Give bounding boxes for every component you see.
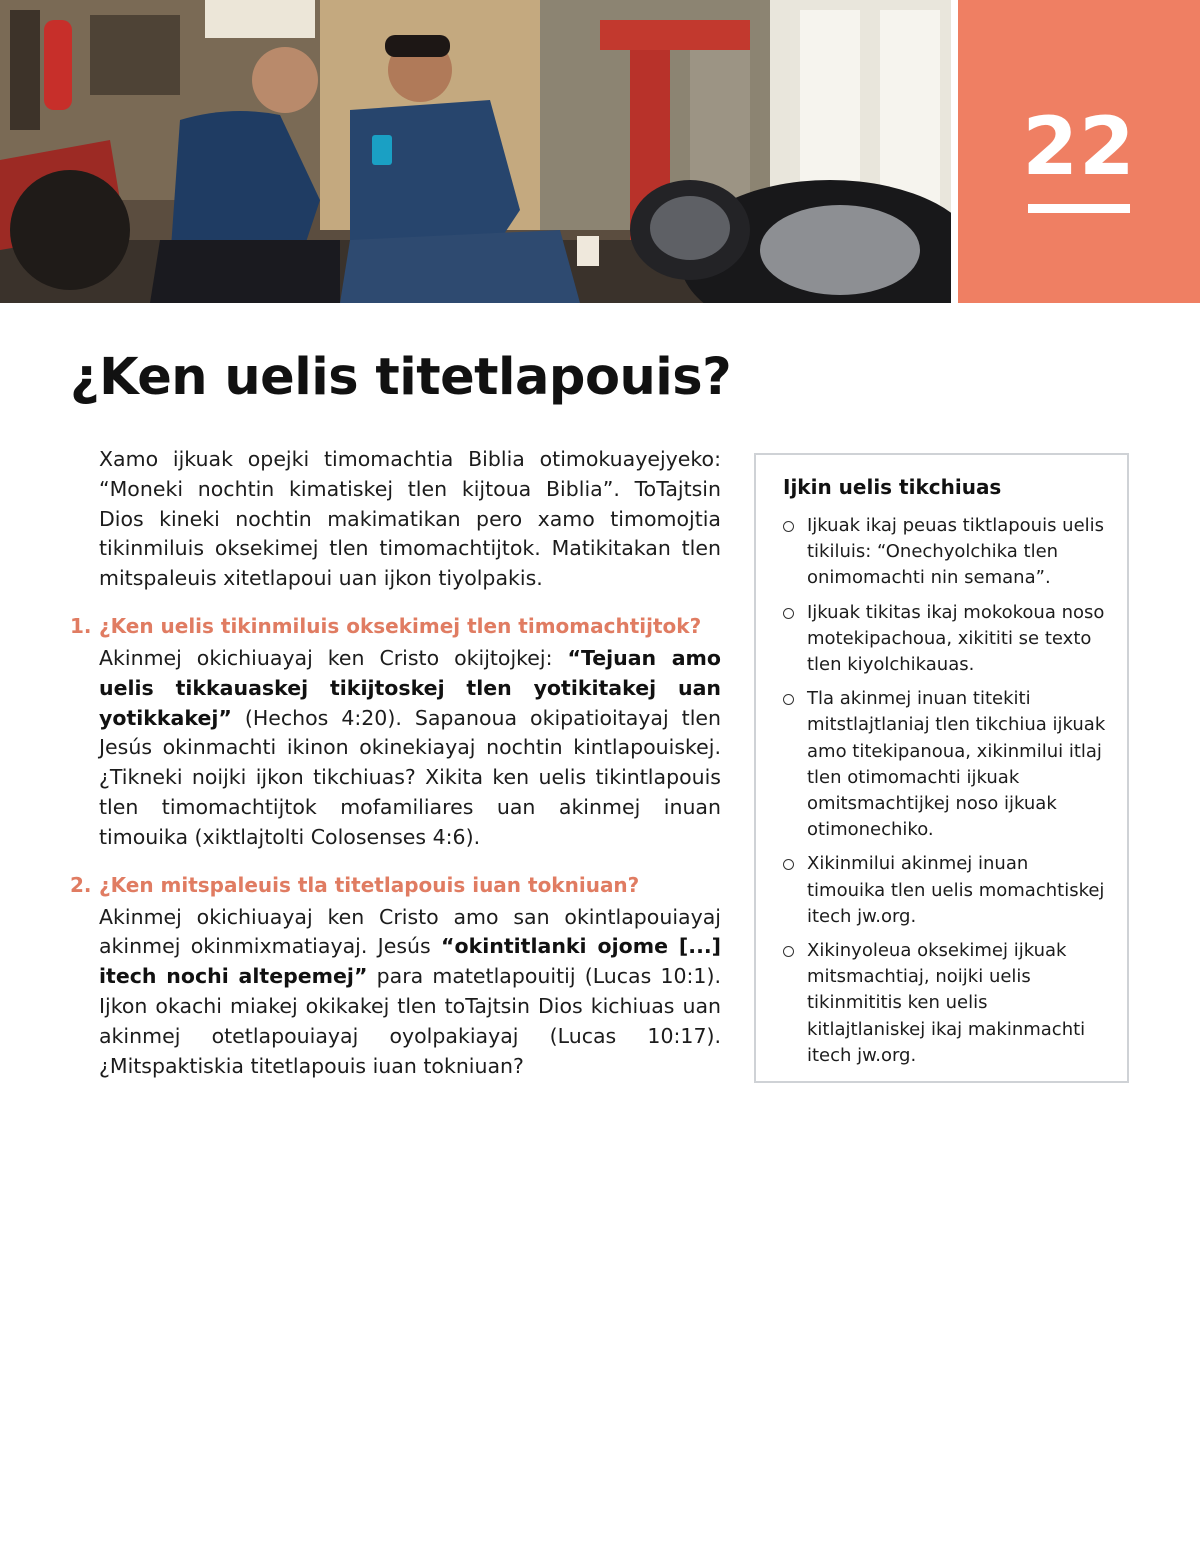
circle-bullet-icon — [783, 859, 794, 870]
section-heading-text: ¿Ken mitspaleuis tla titetlapouis iuan tokniuan? — [99, 872, 640, 897]
section-number: 2. — [70, 872, 92, 897]
circle-bullet-icon — [783, 521, 794, 532]
page-title: ¿Ken uelis titetlapouis? — [70, 348, 732, 407]
section-heading-text: ¿Ken uelis tikinmiluis oksekimej tlen timomachtijtok? — [99, 613, 702, 638]
section-heading-1 — [70, 614, 721, 638]
tips-list-item — [783, 851, 1107, 930]
paragraph-text: Akinmej okichiuayaj ken Cristo amo san okintlapouiayaj akinmej okinmixmatiayaj. Jesús — [99, 904, 721, 959]
section-paragraph-1 — [99, 644, 721, 853]
tips-list-item — [783, 600, 1107, 679]
lesson-number: 22 — [1022, 100, 1136, 193]
section-number: 1. — [70, 613, 92, 638]
tip-text: Xikinyoleua oksekimej ijkuak mitsmachtiaj, noijki uelis tikinmititis ken uelis kitlajtlaniskej ikaj makinmachti itech jw.org. — [807, 940, 1086, 1066]
lesson-badge — [958, 0, 1200, 303]
tip-text: Tla akinmej inuan titekiti mitstlajtlaniaj tlen tikchiua ijkuak amo titekipanoua, xikinmilui itlaj tlen otimomachti ijkuak omitsmachtijkej noso ijkuak otimonechiko. — [807, 688, 1106, 841]
tip-text: Ijkuak tikitas ikaj mokokoua noso motekipachoua, xikititi se texto tlen kiyolchikauas. — [807, 601, 1105, 676]
section-heading-2 — [70, 873, 721, 897]
paragraph-text: (Hechos 4:20). Sapanoua okipatioitayaj tlen Jesús okinmachti ikinon okinekiayaj nochtin kintlapouiskej. ¿Tikneki noijki ijkon tikchiuas? Xikita ken uelis tikintlapouis tlen timomachtijtok mofamiliares uan akinmej inuan timouika (xiktlajtolti Colosenses 4:6). — [99, 705, 721, 849]
tip-text: Ijkuak ikaj peuas tiktlapouis uelis tikiluis: “Onechyolchika tlen onimomachti nin semana”. — [807, 515, 1105, 589]
tips-box — [754, 453, 1129, 1083]
scripture-quote: “Tejuan amo uelis tikkauaskej tikijtoskej tlen yotikitakej uan yotikkakej” — [99, 645, 721, 730]
tips-list-item — [783, 686, 1107, 843]
tip-text: Xikinmilui akinmej inuan timouika tlen uelis momachtiskej itech jw.org. — [807, 853, 1105, 927]
tips-box-title: Ijkin uelis tikchiuas — [783, 475, 1002, 499]
main-column — [70, 445, 721, 1081]
paragraph-text: para matetlapouitij (Lucas 10:1). Ijkon okachi miakej okikakej tlen toTajtsin Dios kichiuas uan akinmej otetlapouiayaj oyolpakiayaj (Lucas 10:17). ¿Mitspaktiskia titetlapouis iuan tokniuan? — [99, 964, 721, 1078]
tips-list — [783, 513, 1107, 1069]
intro-paragraph: Xamo ijkuak opejki timomachtia Biblia otimokuayejyeko: “Moneki nochtin kimatiskej tlen kijtoua Biblia”. ToTajtsin Dios kineki nochtin makimatikan pero xamo timomojtia tikinmiluis oksekimej tlen timomachtijtok. Matikitakan tlen mitspaleuis xitetlapoui uan ijkon tiyolpakis. — [99, 447, 721, 591]
circle-bullet-icon — [783, 608, 794, 619]
lesson-number-underline — [1028, 204, 1130, 213]
scripture-quote: “okintitlanki ojome [...] itech nochi altepemej” — [99, 934, 722, 989]
tips-list-item — [783, 513, 1107, 592]
circle-bullet-icon — [783, 946, 794, 957]
tips-list-item — [783, 938, 1107, 1069]
hero-photo — [0, 0, 951, 303]
section-paragraph-2 — [99, 903, 721, 1082]
paragraph-text: Akinmej okichiuayaj ken Cristo okijtojkej: — [99, 645, 568, 670]
circle-bullet-icon — [783, 694, 794, 705]
